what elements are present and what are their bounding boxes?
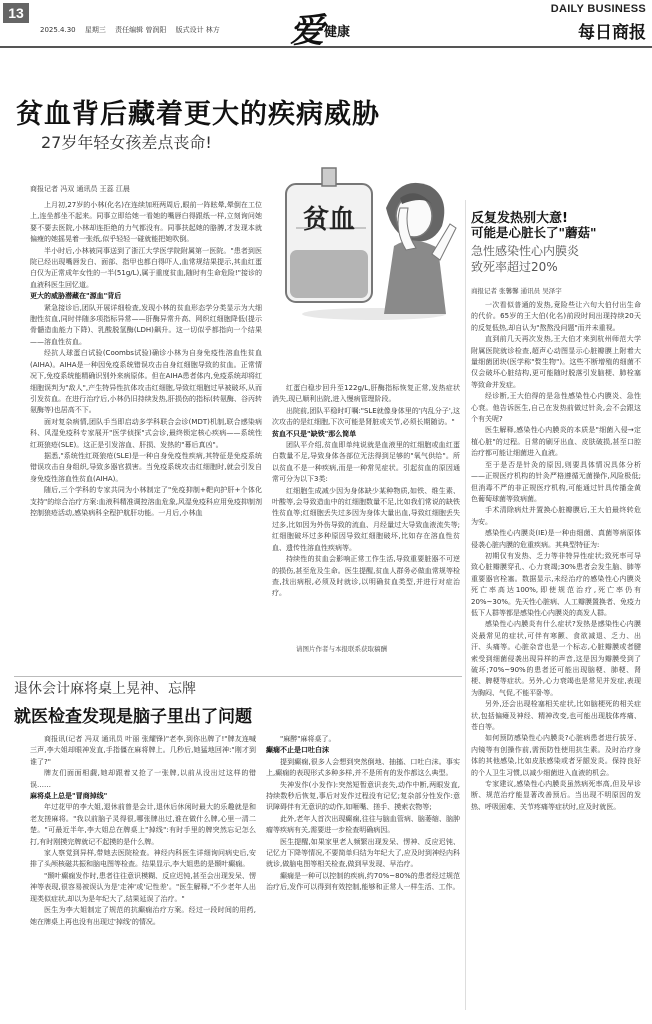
sidebar-column [471, 300, 641, 1012]
article-paragraph: 感染性心内膜炎有什么症状?发热是感染性心内膜炎最常见的症状,可伴有寒颤、食欲减退、乏力、出汗、头痛等。心脏杂音也是一个标志,心脏瓣膜或者腱索受到细菌侵袭出现异样的声音,这是因为瓣膜受到了破坏;70%~90%的患者还可能出现脑梗、肺梗、肾梗、脾梗等症状。另外,心力衰竭也是常见并发症,表现为胸闷、气促,不能平卧等。 [471, 620, 641, 697]
article-paragraph: 医生为李大姐制定了规范的抗癫痫治疗方案。经过一段时间的用药,她在牌桌上再也没有出现过'掉线'的情况。 [30, 906, 256, 926]
article-paragraph: 手术清除病灶并置换心脏瓣膜后,王大伯最终转危为安。 [471, 506, 641, 526]
article-paragraph: 一次看似普通的发热,竟险些让六旬大伯付出生命的代价。65岁的王大伯(化名)前段时间出现持续20天的反复低热,却自认为"熬熬没问题"而并未重视。 [471, 301, 641, 332]
article-paragraph: 持续性的贫血会影响正常工作生活,导致重要脏器不可逆的损伤,甚至危及生命。医生提醒,贫血人群务必做血常规等检查,找出病根,必须及时就诊,以明确贫血类型,并进行对症治疗。 [272, 555, 460, 598]
article-paragraph: 至于是否是针灸的原因,则要具体情况具体分析——正规医疗机构的针灸严格遵循无菌操作,风险极低;但消毒不严的非正规医疗机构,可能通过针具传播金黄色葡萄球菌等致病菌。 [471, 460, 641, 503]
anemia-illustration [282, 164, 462, 322]
article-paragraph: 牌友们面面相觑,她却跟着又抢了一张牌,以前从没出过这样的错误…… [30, 769, 256, 789]
section-heading: 麻将桌上总是"冒商掉线" [30, 792, 108, 801]
article-paragraph: 随后,三个学科的专家共同为小林制定了"免疫抑制+靶向护肝+个体化支持"的综合治疗方案:血液科精准调控溶血危象,风湿免疫科应用免疫抑制剂控制狼疮活动,感染病科全程护航肝功能。一月后,小林血 [30, 486, 262, 517]
article-paragraph: 经诊断,王大伯得的是急性感染性心内膜炎、急性心衰。他告诉医生,自己在发热前做过针灸,会不会跟这个有关呢? [471, 392, 641, 424]
article-paragraph: 感染性心内膜炎(IE)是一种由细菌、真菌等病原体侵袭心脏内膜的危重疾病。其典型特征为: [471, 529, 641, 549]
lead-byline: 商报记者 冯双 通讯员 王蕊 江晨 [30, 185, 130, 193]
article-paragraph: 家人察觉到异样,带她去医院检查。神经内科医生详细询问病史后,安排了头颅核磁共振和脑电图等检查。结果显示,李大姐患的是颞叶癫痫。 [30, 849, 256, 869]
section-heading: 更大的威胁潜藏在"源血"背后 [30, 292, 122, 301]
article-paragraph: 据悉,"系统性红斑狼疮(SLE)是一种自身免疫性疾病,其特征是免疫系统错误攻击自身组织,导致多器官损害。当免疫系统攻击红细胞时,就会引发自身免疫性溶血性贫血(AIHA)。 [30, 451, 262, 483]
photo-credit: 请图片作者与本报联系获取稿酬 [296, 645, 387, 653]
section-glyph: 爱 [290, 11, 324, 51]
sidebar-subtitle-line-1: 急性感染性心内膜炎 [471, 244, 580, 258]
woman-figure-icon [384, 183, 456, 314]
article-paragraph: 年过花甲的李大姐,退休前曾是会计,退休后休闲时最大的乐趣就是和老友搓麻将。"我以前脑子灵得很,哪张牌出过,谁在做什么牌,心里一清二楚。"可最近半年,李大姐总在牌桌上"掉线":有时手里的牌突然忘记怎么打,有时刚摸完牌就记不起摸的是什么牌。 [30, 803, 256, 846]
article-paragraph: 红蛋白稳步回升至122g/L,肝酶指标恢复正常,发热症状消失,现已顺利出院,进入慢病管理阶段。 [272, 384, 460, 404]
lead-column-2 [272, 383, 460, 641]
brand-name-en: DAILY BUSINESS [550, 3, 646, 15]
article-paragraph: 紧急接诊后,团队开展详细检查,发现小林的贫血形态学分类显示为大细胞性贫血,同时伴随多项指标异常——肝酶异常升高、网织红细胞降低(提示骨髓造血能力下降)、乳酸脱氢酶(LDH)飙升。这一切似乎都指向一个结果——溶血性贫血。 [30, 303, 262, 346]
article-paragraph: "颞叶癫痫发作时,患者往往意识模糊、反应迟钝,甚至会出现发呆、愣神等表现,很容易被误认为是'走神'或'记性差'。"医生解释,"不少老年人出现类似症状,却以为是年纪大了,结果延误了治疗。" [30, 871, 256, 903]
article-paragraph: 红细胞生成减少因为身体缺少某种物质,如铁、维生素、叶酸等,会导致造血中的红细胞数量不足,比如我们常说的缺铁性贫血等;红细胞丢失过多因为身体大量出血,导致红细胞丢失过多,比如因为外伤导致的流血、月经量过大导致血液流失等;红细胞破坏过多种原因导致红细胞破坏,比如存在溶血性贫血、遗传性溶血性疾病等。 [272, 486, 460, 552]
second-story-column-2 [266, 734, 460, 1016]
issue-info [40, 25, 227, 35]
column-divider [465, 200, 466, 1010]
second-story-column-1 [30, 734, 256, 1016]
article-paragraph: 商报讯(记者 冯双 通讯员 叶丽 张耀锋)"老李,到你出牌了!"牌友连喊三声,李大姐却眼神发直,手指僵在麻将牌上。几秒后,她猛地回神:"刚才到谁了?" [30, 735, 256, 766]
article-paragraph: 初期仅有发热、乏力等非特异性症状;致死率可导致心脏瓣膜穿孔、心力衰竭;30%患者会发生脑、肺等重要器官栓塞。数据显示,未经治疗的感染性心内膜炎死亡率高达100%,即使规范治疗,死亡率仍有20%~30%。先天性心脏病、人工瓣膜置换者、免疫力低下人群等都是感染性心内膜炎的高发人群。 [471, 551, 641, 617]
article-paragraph: 直到前几天再次发热,王大伯才来到杭州师范大学附属医院就诊检查,超声心动图显示心脏瓣膜上附着大量细菌团块(医学称"赘生物")。这些不断增殖的细菌不仅会破坏心脏结构,更可能随时脱落引发脑梗、肺栓塞等致命并发症。 [471, 335, 641, 389]
issue-date: 2025.4.30 [40, 26, 76, 34]
sidebar-title-line-1: 反复发热别大意! [471, 211, 568, 226]
illustration-label: 贫血 [302, 205, 356, 235]
section-logo [290, 3, 380, 51]
article-paragraph: 上月初,27岁的小林(化名)在连续加班两周后,眼前一阵眩晕,晕倒在工位上,连坐都坐不起来。同事立即给她一看她的嘴唇白得跟纸一样,立刻询问她要不要去医院,小林却连拒绝的力气都没有。同事扶起她的胳膊,才发现本就偏瘦的她摇晃着一张纸,似乎轻轻一碰就能把她吹倒。 [30, 201, 262, 244]
article-paragraph: 癫痫是一种可以控制的疾病,约70%~80%的患者经过规范治疗后,发作可以得到有效控制,能够和正常人一样生活、工作。 [266, 871, 460, 892]
lead-column-1 [30, 200, 262, 644]
lead-headline: 贫血背后藏着更大的疾病威胁 [16, 99, 380, 130]
article-paragraph: 出院前,团队平稳时叮嘱:"SLE就像身体里的'内乱分子',这次攻击的是红细胞,下次可能是肾脏或关节,必须长期随访。" [272, 406, 460, 427]
article-paragraph: 团队平介绍,贫血即单纯说就是血液里的红细胞或血红蛋白数量不足,导致身体各部位无法得到足够的"氧气供给"。所以贫血不是一种疾病,而是一种常见症状。引起贫血的原因通常可分为以下3类: [272, 441, 460, 484]
page-number: 13 [3, 3, 29, 23]
issue-designer: 版式设计 林方 [175, 26, 220, 34]
article-paragraph: 专家建议,感染性心内膜炎虽然病死率高,但及早诊断、规范治疗能显著改善预后。当出现不明原因的发热、呼吸困难、关节疼痛等症状时,应及时就医。 [471, 780, 641, 811]
story-divider [14, 676, 462, 677]
article-paragraph: 半小时后,小林被同事送到了浙江大学医学院附属第一医院。"患者到医院已经出现嘴唇发白、面部、指甲也都白得吓人,血常规结果提示,其血红蛋白仅为正常成年女性的一半(51g/L),属于重度贫血,随时有生命危险!"接诊的血液科医生回忆道。 [30, 246, 262, 289]
sidebar-byline: 商报记者 张馨馨 通讯员 吴泽宇 [471, 287, 562, 295]
lead-subhead: 27岁年轻女孩差点丧命! [41, 133, 212, 152]
article-paragraph: 失神发作(小发作):突然短暂意识丧失,动作中断,两眼发直,持续数秒后恢复,事后对发作过程没有记忆;复杂部分性发作:意识障碍伴有无意识的动作,如咂嘴、搓手、摸索衣物等; [266, 780, 460, 812]
second-story-headline: 就医检查发现是脑子里出了问题 [14, 707, 252, 727]
blood-bag-icon [286, 168, 372, 302]
article-paragraph: 经抗人球蛋白试验(Coombs试验)确诊小林为自身免疫性溶血性贫血(AIHA)。AIHA是一种因免疫系统错误攻击自身红细胞导致的贫血。正常情况下,免疫系统能精确识别外来病原体。但在AIHA患者体内,免疫系统却将红细胞误判为"敌人",产生特异性抗体攻击红细胞,导致红细胞过早被破坏,从而引发贫血。在进行治疗后,小林仍旧持续发热,肝损伤的指标(转氨酶、谷丙转氨酶等)也居高不下。 [30, 349, 262, 415]
section-heading: 癫痫不止是口吐白沫 [266, 746, 329, 755]
article-paragraph: 医生提醒,如果家里老人频繁出现发呆、愣神、反应迟钝、记忆力下降等情况,不要简单归结为年纪大了,应及时到神经内科就诊,做脑电图等相关检查,做到早发现、早治疗。 [266, 837, 460, 869]
article-paragraph: 另外,还会出现栓塞相关症状,比如脑梗死的相关症状,包括偏瘫及神经、精神改变,也可能出现肢体疼痛、苍白等。 [471, 700, 641, 732]
article-paragraph: 面对复杂病情,团队手当即启动多学科联合会诊(MDT)机制,联合感染病科、风湿免疫科专家展开"医学侦探"式会诊,最终锁定核心疾病——系统性红斑狼疮(SLE)。这正是引发溶血、肝损、发热的"幕后真凶"。 [30, 417, 262, 449]
sidebar-subtitle-line-2: 致死率超过20% [471, 260, 558, 274]
issue-weekday: 星期三 [84, 26, 106, 34]
section-heading: 贫血不只是"缺铁"那么简单 [272, 429, 357, 438]
masthead [0, 0, 652, 51]
article-paragraph: "麻醉"麻将桌了。 [280, 735, 336, 743]
article-paragraph: 此外,老年人首次出现癫痫,往往与脑血管病、脑萎缩、脑肿瘤等疾病有关,需要进一步检查明确病因。 [266, 814, 460, 835]
article-paragraph: 医生解释,感染性心内膜炎的本质是"细菌入侵→定植心脏"的过程。日常的刷牙出血、皮肤破损,甚至口腔治疗都可能让细菌进入血液。 [471, 426, 641, 458]
article-paragraph: 提到癫痫,很多人会想到突然倒地、抽搐、口吐白沫。事实上,癫痫的表现形式多种多样,并不是所有的发作都这么典型。 [266, 757, 460, 778]
section-name: 健康 [324, 25, 351, 40]
article-paragraph: 如何预防感染性心内膜炎?心脏病患者进行拔牙、内镜等有创操作前,需预防性使用抗生素。及时治疗身体的其他感染,比如皮肤感染或者牙龈发炎。保持良好的个人卫生习惯,以减少细菌进入血液的机会。 [471, 734, 641, 777]
sidebar-title-line-2: 可能是心脏长了"蘑菇" [471, 225, 597, 240]
second-story-kicker: 退休会计麻将桌上晃神、忘牌 [14, 681, 196, 697]
brand-name-cn: 每日商报 [578, 23, 646, 43]
issue-editor: 责任编辑 曾润阳 [115, 26, 167, 34]
